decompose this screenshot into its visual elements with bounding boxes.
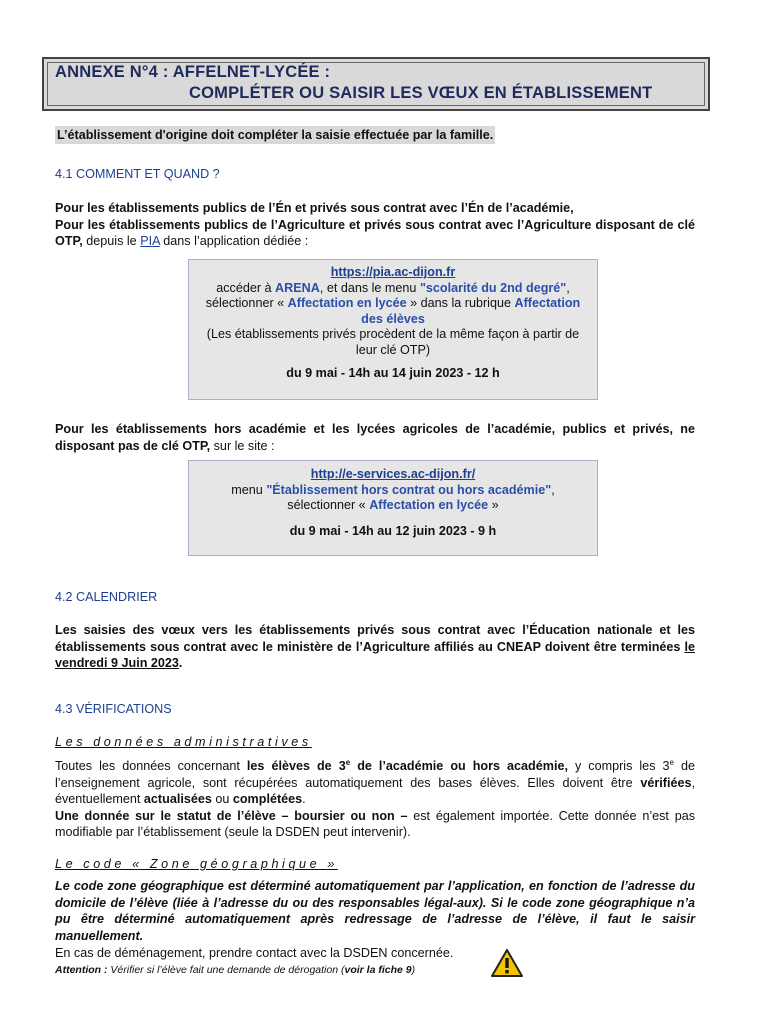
p1-bold: complétées xyxy=(232,792,303,807)
deadline-date: le vendredi 9 Juin 2023 xyxy=(55,639,695,670)
zone-code-para: Le code zone géographique est déterminé automatiquement par l’application, en fonction de l’adresse du domicile de l’élève (liée à l’adresse du ou des responsables légal-aux). Si le code zone géographique n’a pu être déterminé automatiquement après redressage de l’adresse de l’élève, il faut le saisir manuellement. xyxy=(55,879,695,943)
p2-bold: Une donnée sur le statut de l’élève – boursier ou non – xyxy=(55,808,408,823)
attention-end: ) xyxy=(411,964,416,976)
box2-text: , xyxy=(551,482,555,497)
annex-header xyxy=(42,57,710,111)
box1-text: » dans la rubrique xyxy=(406,296,515,310)
para1-end: dans l’application dédiée : xyxy=(159,234,309,248)
section-4-1-title: 4.1 COMMENT ET QUAND ? xyxy=(55,167,220,181)
p1-bold: les élèves de 3 xyxy=(246,759,346,774)
box2-text: menu xyxy=(231,482,267,497)
pia-link[interactable]: PIA xyxy=(140,234,160,248)
arena-label: ARENA xyxy=(275,280,320,295)
para1-after: depuis le xyxy=(82,234,141,248)
header-title-line1: ANNEXE N°4 : AFFELNET-LYCÉE : xyxy=(55,63,331,81)
calendar-end: . xyxy=(178,656,183,670)
affectation-eleves-label: Affectation des élèves xyxy=(361,296,581,326)
pia-url-link[interactable]: https://pia.ac-dijon.fr xyxy=(330,265,456,279)
attention-text: Vérifier si l’élève fait une demande de dérogation ( xyxy=(107,964,345,976)
subheading-admin-data: Les données administratives xyxy=(55,735,312,749)
affectation-lycee-label: Affectation en lycée xyxy=(287,296,407,310)
box2-dates: du 9 mai - 14h au 12 juin 2023 - 9 h xyxy=(289,523,497,538)
p1-bold: vérifiées xyxy=(640,775,692,790)
box1-private-note: (Les établissements privés procèdent de la même façon à partir de leur clé OTP) xyxy=(206,327,580,357)
affectation-lycee-label-2: Affectation en lycée xyxy=(369,498,489,512)
box2-text: » xyxy=(488,498,499,512)
box1-text: , xyxy=(566,280,570,295)
p1-bold: actualisées xyxy=(143,792,212,807)
para1-line1: Pour les établissements publics de l’Én et privés sous contrat avec l’Én de l’académie, xyxy=(55,201,574,215)
p1-text: de l’enseignement agricole, sont récupérées automatiquement des bases élèves. Elles doivent être xyxy=(55,759,695,790)
header-title-line2: COMPLÉTER OU SAISIR LES VŒUX EN ÉTABLISSEMENT xyxy=(189,84,653,102)
box2-text: sélectionner « xyxy=(287,498,370,512)
section-4-3-title: 4.3 VÉRIFICATIONS xyxy=(55,702,172,716)
subheading-zone-code: Le code « Zone géographique » xyxy=(55,857,338,871)
attention-ref: voir la fiche 9 xyxy=(344,964,412,976)
para1-line2: Pour les établissements publics de l’Agriculture et privés sous contrat avec l’Agriculture disposant de clé OTP, xyxy=(55,217,695,248)
section-4-1-para2 xyxy=(55,421,695,454)
scolarite-menu-label: "scolarité du 2nd degré" xyxy=(419,280,567,295)
p1-text: , éventuellement xyxy=(55,775,695,807)
intro-text: L’établissement d'origine doit compléter la saisie effectuée par la famille. xyxy=(57,128,494,142)
section-4-1-para1 xyxy=(55,200,695,250)
eservices-info-box xyxy=(188,460,598,556)
box1-text: accéder à xyxy=(216,280,276,295)
para2-bold: Pour les établissements hors académie et les lycées agricoles de l’académie, publics et privés, ne disposant pas de clé OTP, xyxy=(55,422,695,453)
box1-dates: du 9 mai - 14h au 14 juin 2023 - 12 h xyxy=(286,366,500,380)
p1-sup: e xyxy=(669,758,674,767)
p1-text: y compris les 3 xyxy=(567,759,670,774)
box1-text: , et dans le menu xyxy=(319,280,420,295)
admin-data-para xyxy=(55,755,695,841)
p1-bold: de l’académie ou hors académie, xyxy=(350,759,568,774)
attention-note xyxy=(55,964,415,976)
section-4-2-para xyxy=(55,622,695,672)
calendar-text: Les saisies des vœux vers les établissements privés sous contrat avec l’Éducation nationale et les établissements sous contrat avec le ministère de l’Agriculture affiliés au CNEAP doivent être terminées xyxy=(55,623,695,654)
eservices-url-link[interactable]: http://e-services.ac-dijon.fr/ xyxy=(310,467,476,481)
p1-text: . xyxy=(302,792,306,807)
p1-text: ou xyxy=(211,792,233,807)
moving-note: En cas de déménagement, prendre contact avec la DSDEN concernée. xyxy=(55,946,454,960)
p2-text: est également importée. Cette donnée n’est pas modifiable par l’établissement (seule la DSDEN peut intervenir). xyxy=(55,808,696,840)
pia-info-box xyxy=(188,259,598,400)
hors-contrat-menu-label: "Établissement hors contrat ou hors académie" xyxy=(266,482,552,497)
para2-end: sur le site : xyxy=(210,438,275,453)
p1-sup: e xyxy=(345,758,351,767)
attention-label: Attention : xyxy=(55,964,108,976)
p1-text: Toutes les données concernant xyxy=(55,759,247,774)
section-4-2-title: 4.2 CALENDRIER xyxy=(55,590,158,604)
warning-icon xyxy=(490,948,524,978)
box1-text: sélectionner « xyxy=(205,296,288,310)
